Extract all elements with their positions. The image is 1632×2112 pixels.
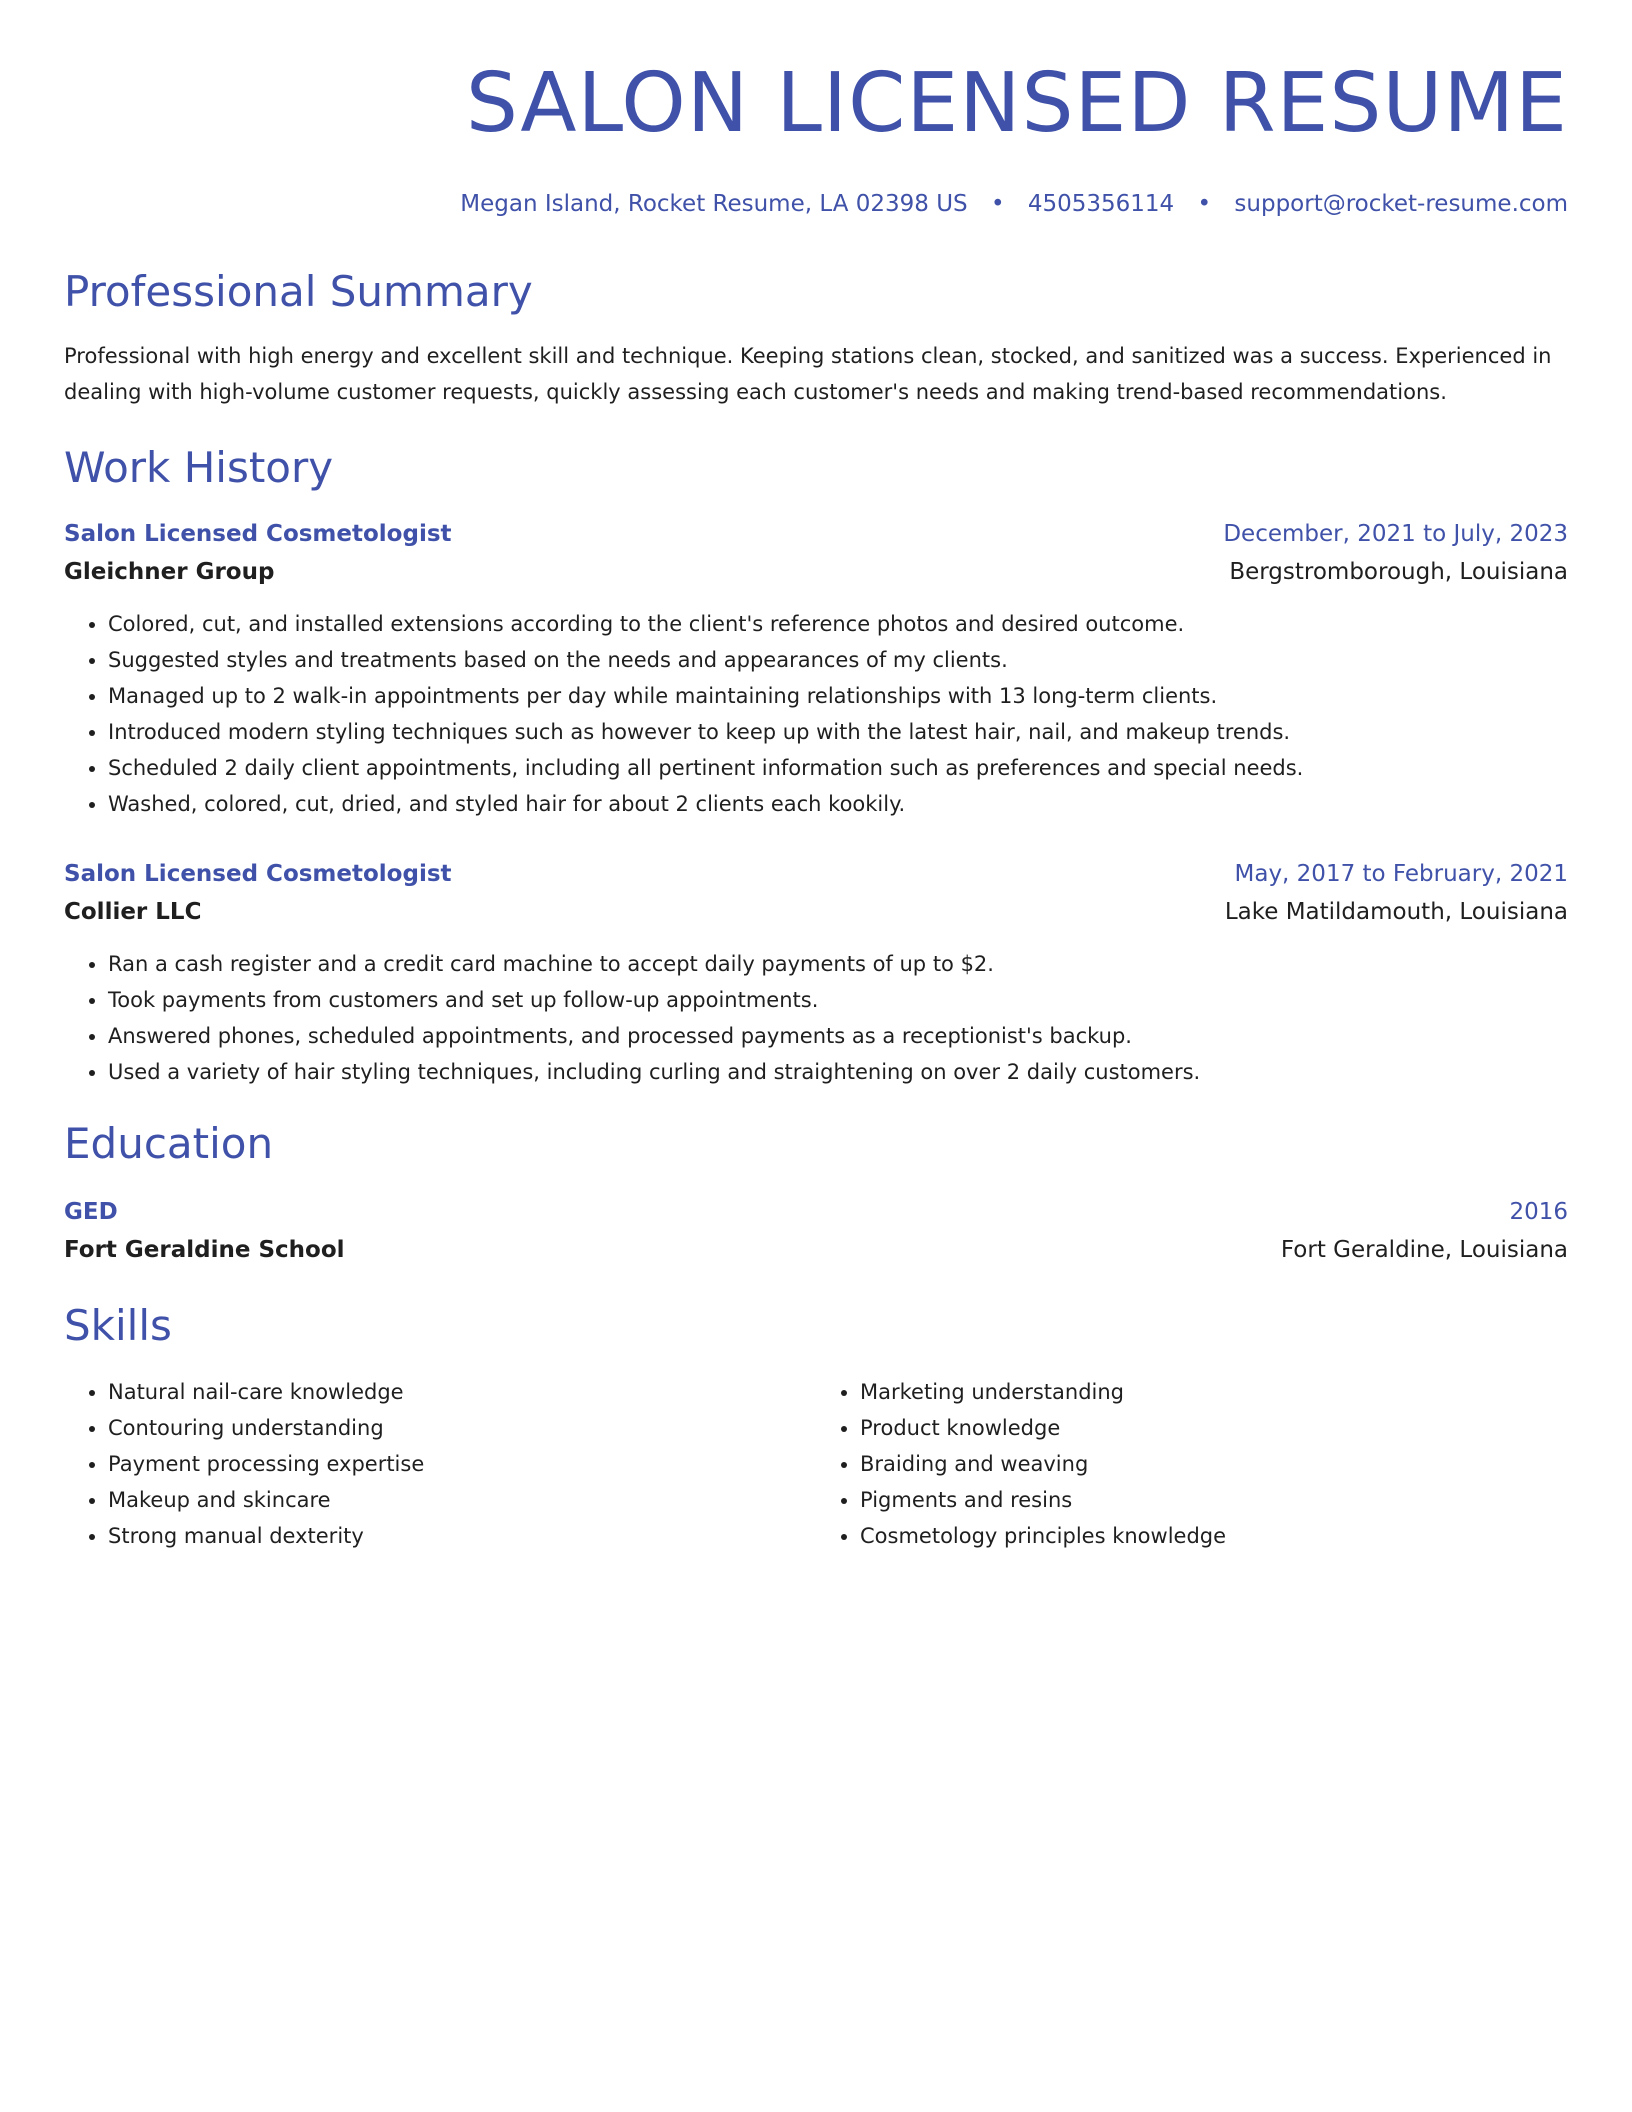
work-history-section <box>64 440 1568 1090</box>
job-bullet: • Ran a cash register and a credit card machine to accept daily payments of up to $2. <box>108 946 1568 982</box>
job-bullet: • Used a variety of hair styling techniques, including curling and straightening on over 2 daily customers. <box>108 1054 1568 1090</box>
skills-heading: Skills <box>64 1301 172 1350</box>
resume-header <box>64 56 1568 220</box>
job-location: Lake Matildamouth, Louisiana <box>1224 899 1568 925</box>
job-company: Gleichner Group <box>64 559 275 585</box>
summary-text: Professional with high energy and excellent skill and technique. Keeping stations clean, stocked, and sanitized was a success. Experienced in dealing with high-volume customer requests, quickly assessing each customer's needs and making trend-based recommendations. <box>64 344 1552 404</box>
job-entry <box>64 856 1568 1090</box>
education-location: Fort Geraldine, Louisiana <box>1280 1237 1568 1263</box>
education-degree: GED <box>64 1199 118 1225</box>
job-company: Collier LLC <box>64 899 202 925</box>
contact-email: support@rocket-resume.com <box>1234 191 1568 217</box>
work-history-heading: Work History <box>64 443 334 492</box>
education-school: Fort Geraldine School <box>64 1237 345 1263</box>
job-title: Salon Licensed Cosmetologist <box>64 861 452 887</box>
skill-item: • Product knowledge <box>860 1410 1568 1446</box>
resume-title: SALON LICENSED RESUME <box>465 56 1568 151</box>
skill-item: • Payment processing expertise <box>108 1446 816 1482</box>
skill-item: • Braiding and weaving <box>860 1446 1568 1482</box>
job-bullet: • Took payments from customers and set up follow-up appointments. <box>108 982 1568 1018</box>
education-year: 2016 <box>1509 1199 1568 1225</box>
job-dates: December, 2021 to July, 2023 <box>1223 521 1568 547</box>
job-title-row <box>64 516 1568 552</box>
contact-phone: 4505356114 <box>1027 191 1175 217</box>
skills-list-right <box>816 1374 1568 1554</box>
skill-item: • Pigments and resins <box>860 1482 1568 1518</box>
job-company-row <box>64 552 1568 592</box>
skill-item: • Marketing understanding <box>860 1374 1568 1410</box>
skills-section <box>64 1298 1568 1554</box>
job-bullet: • Introduced modern styling techniques such as however to keep up with the latest hair, nail, and makeup trends. <box>108 714 1568 750</box>
job-entry <box>64 516 1568 822</box>
skill-item: • Makeup and skincare <box>108 1482 816 1518</box>
skill-item: • Contouring understanding <box>108 1410 816 1446</box>
summary-heading: Professional Summary <box>64 267 533 316</box>
contact-separator: • <box>990 191 1005 217</box>
job-dates: May, 2017 to February, 2021 <box>1234 861 1568 887</box>
job-bullets <box>64 946 1568 1090</box>
education-section <box>64 1116 1568 1270</box>
skills-list-left <box>64 1374 816 1554</box>
skill-item: • Natural nail-care knowledge <box>108 1374 816 1410</box>
summary-section <box>64 264 1568 410</box>
education-degree-row <box>64 1194 1568 1230</box>
job-bullet: • Answered phones, scheduled appointments, and processed payments as a receptionist's backup. <box>108 1018 1568 1054</box>
job-title: Salon Licensed Cosmetologist <box>64 521 452 547</box>
job-bullet: • Colored, cut, and installed extensions according to the client's reference photos and desired outcome. <box>108 606 1568 642</box>
skills-grid <box>64 1374 1568 1554</box>
contact-address: Megan Island, Rocket Resume, LA 02398 US <box>460 191 968 217</box>
job-bullets <box>64 606 1568 822</box>
job-company-row <box>64 892 1568 932</box>
contact-separator: • <box>1197 191 1212 217</box>
job-bullet: • Managed up to 2 walk-in appointments per day while maintaining relationships with 13 long-term clients. <box>108 678 1568 714</box>
education-heading: Education <box>64 1119 274 1168</box>
job-title-row <box>64 856 1568 892</box>
job-bullet: • Suggested styles and treatments based on the needs and appearances of my clients. <box>108 642 1568 678</box>
job-location: Bergstromborough, Louisiana <box>1229 559 1568 585</box>
skill-item: • Cosmetology principles knowledge <box>860 1518 1568 1554</box>
education-entry <box>64 1194 1568 1270</box>
skill-item: • Strong manual dexterity <box>108 1518 816 1554</box>
education-school-row <box>64 1230 1568 1270</box>
job-bullet: • Washed, colored, cut, dried, and styled hair for about 2 clients each kookily. <box>108 786 1568 822</box>
contact-line <box>64 188 1568 220</box>
job-bullet: • Scheduled 2 daily client appointments, including all pertinent information such as preferences and special needs. <box>108 750 1568 786</box>
